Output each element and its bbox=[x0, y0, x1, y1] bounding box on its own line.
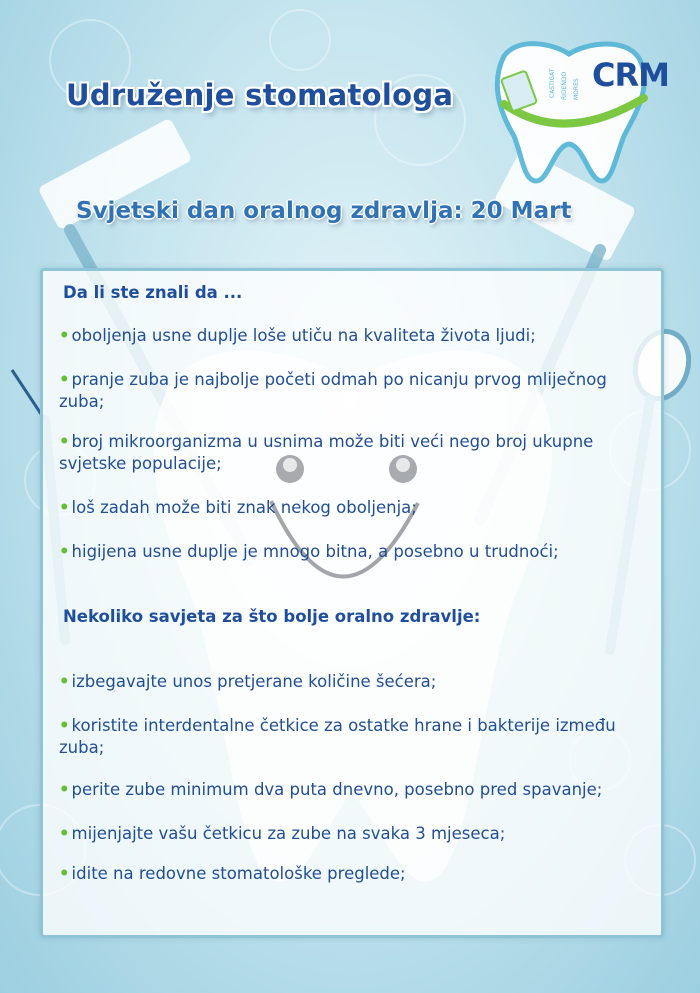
bullet-icon: • bbox=[59, 864, 70, 883]
svg-text:MORES: MORES bbox=[573, 78, 580, 100]
list-item: • mijenjajte vašu četkicu za zube na svaka 3 mjeseca; bbox=[59, 824, 506, 843]
list-item: • broj mikroorganizma u usnima može biti veći nego broj ukupne svjetske populacije; bbox=[59, 432, 594, 473]
info-panel bbox=[40, 268, 664, 938]
list-item: • idite na redovne stomatološke preglede; bbox=[59, 864, 406, 883]
list-item: • perite zube minimum dva puta dnevno, posebno pred spavanje; bbox=[59, 780, 603, 799]
bullet-icon: • bbox=[59, 824, 70, 843]
list-item: • oboljenja usne duplje loše utiču na kvaliteta života ljudi; bbox=[59, 326, 536, 345]
bullet-icon: • bbox=[59, 780, 70, 799]
bullet-icon: • bbox=[59, 370, 70, 389]
bullet-icon: • bbox=[59, 326, 70, 345]
bullet-icon: • bbox=[59, 432, 70, 451]
bullet-icon: • bbox=[59, 542, 70, 561]
svg-text:RIDENDO: RIDENDO bbox=[561, 71, 568, 100]
svg-text:CASTIGAT: CASTIGAT bbox=[549, 68, 556, 98]
bullet-icon: • bbox=[59, 672, 70, 691]
list-item: • loš zadah može biti znak nekog oboljenja; bbox=[59, 498, 417, 517]
page-title: Udruženje stomatologa bbox=[66, 78, 454, 112]
section-heading: Da li ste znali da ... bbox=[63, 283, 243, 302]
list-item: • koristite interdentalne četkice za ostatke hrane i bakterije između zuba; bbox=[59, 716, 616, 757]
list-item: • pranje zuba je najbolje početi odmah po nicanju prvog mliječnog zuba; bbox=[59, 370, 607, 411]
logo-text: CRM bbox=[592, 56, 669, 94]
page-subtitle: Svjetski dan oralnog zdravlja: 20 Mart bbox=[76, 198, 572, 224]
bullet-icon: • bbox=[59, 498, 70, 517]
list-item: • izbegavajte unos pretjerane količine šećera; bbox=[59, 672, 437, 691]
bullet-icon: • bbox=[59, 716, 70, 735]
list-item: • higijena usne duplje je mnogo bitna, a posebno u trudnoći; bbox=[59, 542, 559, 561]
section-heading: Nekoliko savjeta za što bolje oralno zdravlje: bbox=[63, 607, 481, 626]
